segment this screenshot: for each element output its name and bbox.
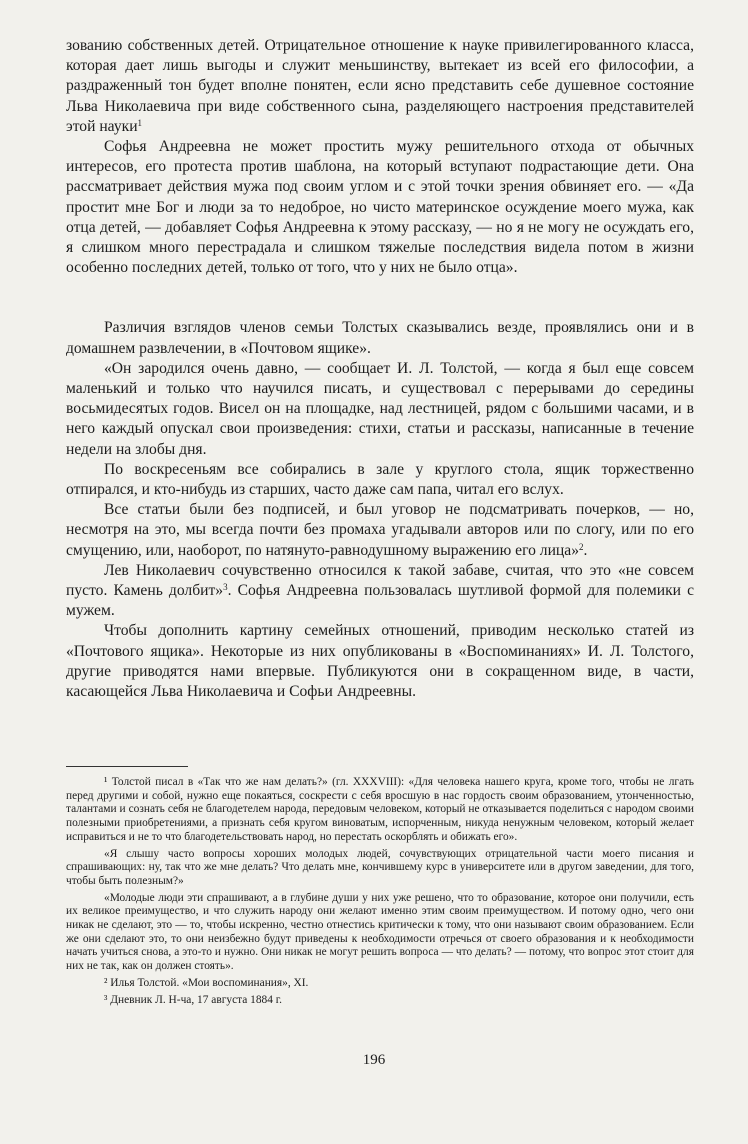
paragraph-2: Софья Андреевна не может простить мужу решительного отхода от обычных интересов, его протеста против шаблона, на который вступают подрастающие дети. Она рассматривает действия мужа под своим углом и с этой точки зрения обвиняет его. — «Да простит мне Бог и люди за то недоброе, но чисто материнское осуждение моего мужа, как отца детей, — добавляет Софья Андреевна к этому рассказу, — но я не могу не осуждать его, я слишком много перестрадала и слишком тяжелые последствия видела потом в жизни особенно последних детей, только от того, что у них не было отца». — [66, 138, 694, 277]
footnote-1: ¹ Толстой писал в «Так что же нам делать?» (гл. XXXVIII): «Для человека нашего круга, кроме того, чтобы не лгать перед другими и собой, нужно еще покаяться, соскрести с себя вросшую в нас гордость своим образованием, утонченностью, талантами и сознать себя не благодетелем народа, передовым человеком, который не отказывается поделиться с народом своими полезными приобретениями, а признать себя кругом виноватым, испорченным, никуда ненужным человеком, который желает исправиться и не то что благодетельствовать народ, но перестать оскорблять и обижать его». — [66, 776, 694, 843]
paragraph-3: Различия взглядов членов семьи Толстых сказывались везде, проявлялись они и в домашнем развлечении, в «Почтовом ящике». — [66, 319, 694, 357]
paragraph-7 — [66, 561, 694, 622]
paragraph-5: По воскресеньям все собирались в зале у круглого стола, ящик торжественно отпирался, и кто-нибудь из старших, часто даже сам папа, читал его вслух. — [66, 460, 694, 499]
footnote-1-continued: «Я слышу часто вопросы хороших молодых людей, сочувствующих отрицательной части моего писания и спрашивающих: ну, так что же мне делать? Что делать мне, кончившему курс в университете или в другом заведении, для того, чтобы быть полезным?» — [66, 847, 694, 887]
paragraph-6-text: Все статьи были без подписей, и был уговор не подсматривать почерков, — но, несмотря на это, мы всегда почти без промаха угадывали авторов или по слогу, или по его смущению, или, наоборот, по натянуто-равнодушному выражению его лица» — [66, 501, 694, 559]
footnote-3: ³ Дневник Л. Н-ча, 17 августа 1884 г. — [104, 993, 283, 1006]
footnote-ref-1: 1 — [137, 117, 143, 128]
paragraph-1-text: зованию собственных детей. Отрицательное отношение к науке привилегированного класса, которая дает лишь выгоды и служит меньшинству, вытекает из всей его философии, а раздраженный тон будет вполне понятен, если ясно представить себе душевное состояние Льва Николаевича при виде собственного сына, разделяющего настроения представителей этой науки — [66, 37, 694, 135]
footnotes — [66, 776, 694, 1010]
main-text — [66, 36, 694, 702]
paragraph-8: Чтобы дополнить картину семейных отношений, приводим несколько статей из «Почтового ящика». Некоторые из них опубликованы в «Воспоминаниях» И. Л. Толстого, другие приводятся нами впервые. Публикуются они в сокращенном виде, в части, касающейся Льва Николаевича и Софьи Андреевны. — [66, 622, 694, 701]
paragraph-6: Все статьи были без подписей, и был уговор не подсматривать почерков, — но, несмотря на это, мы всегда почти без промаха угадывали авторов или по слогу, или по его смущению, или, наоборот, по натянуто-равнодушному выражению его лица»$^2$. — [66, 501, 694, 559]
page-number: 196 — [362, 1052, 386, 1068]
footnote-1-continued-2: «Молодые люди эти спрашивают, а в глубине души у них уже решено, что то образование, которое они получили, есть их великое преимущество, и что служить народу они желают именно этим своим преимуществом. И потому одно, чего они никак не сделают, это — то, чтобы искренно, честно отнестись критически к тому, что они называют своим образованием. Если же они сделают это, то они неизбежно будут приведены к необходимости отречься от своего образования и к необходимости начать учиться снова, а это-то и нужно. Они никак не могут решить вопроса — что делать? — потому, что вопрос этот стоит для них не так, как он должен стоять». — [66, 891, 694, 973]
paragraph-7-text-b: . Софья Андреевна пользовалась шутливой формой для полемики с мужем. — [66, 582, 694, 620]
footnote-ref-2: 2 — [579, 541, 584, 552]
paragraph-7-text-a: Лев Николаевич сочувственно относился к такой забаве, считая, что это «не совсем пусто. Камень долбит» — [66, 561, 694, 600]
paragraph-4: «Он зародился очень давно, — сообщает И. Л. Толстой, — когда я был еще совсем маленький и только что научился писать, и существовал с перерывами до середины восьмидесятых годов. Висел он на площадке, над лестницей, рядом с большими часами, и в него каждый опускал свои произведения: стихи, статьи и рассказы, написанные в течение недели на злобы дня. — [66, 359, 694, 458]
paragraph-1 — [66, 36, 694, 137]
footnote-2: ² Илья Толстой. «Мои воспоминания», XI. — [104, 976, 309, 989]
footnote-ref-3: 3 — [223, 582, 228, 593]
footnote-divider — [66, 766, 188, 767]
